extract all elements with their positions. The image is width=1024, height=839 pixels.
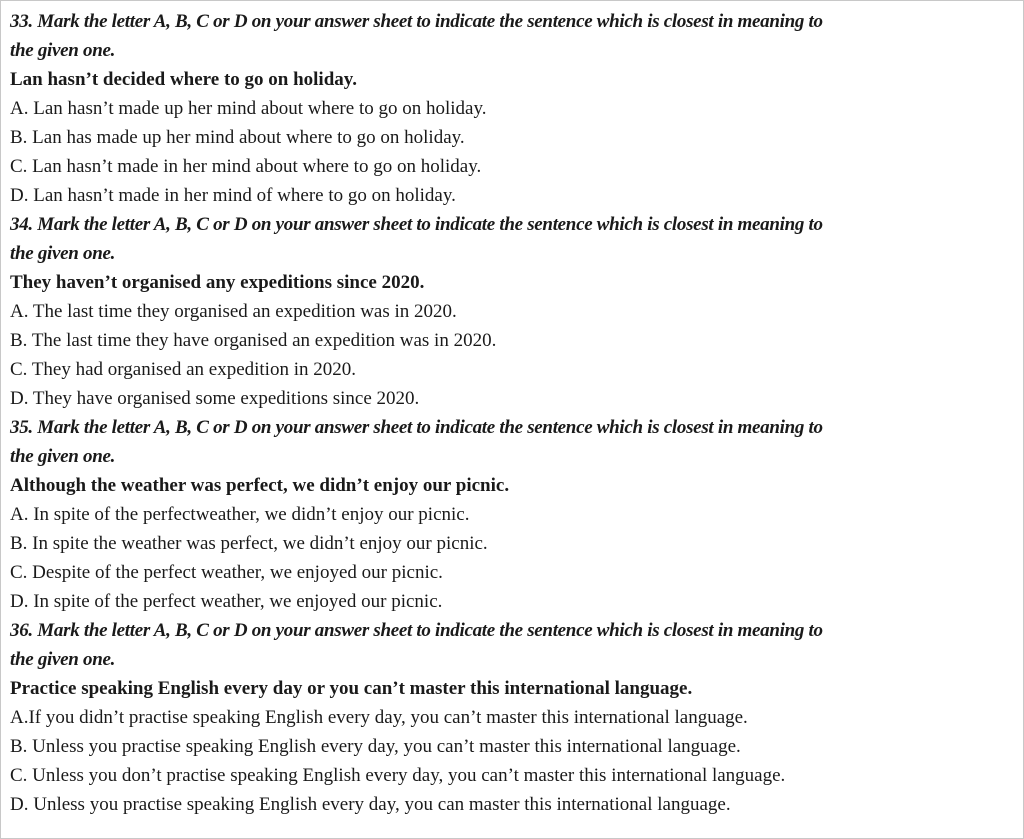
option-c: C. Despite of the perfect weather, we enjoyed our picnic. bbox=[10, 562, 443, 583]
option-d: D. Lan hasn’t made in her mind of where to go on holiday. bbox=[10, 185, 456, 206]
option-c: C. They had organised an expedition in 2020. bbox=[10, 359, 356, 380]
question-prompt: Although the weather was perfect, we didn’t enjoy our picnic. bbox=[10, 475, 510, 496]
question-instruction: 33. Mark the letter A, B, C or D on your answer sheet to indicate the sentence which is closest in meaning to bbox=[10, 11, 823, 32]
option-b: B. In spite the weather was perfect, we didn’t enjoy our picnic. bbox=[10, 533, 488, 554]
question-instruction: 35. Mark the letter A, B, C or D on your answer sheet to indicate the sentence which is closest in meaning to bbox=[10, 417, 823, 438]
question-prompt: Practice speaking English every day or you can’t master this international language. bbox=[10, 678, 693, 699]
option-d: D. In spite of the perfect weather, we enjoyed our picnic. bbox=[10, 591, 443, 612]
option-c: C. Unless you don’t practise speaking English every day, you can’t master this international language. bbox=[10, 765, 786, 786]
question-36 bbox=[10, 616, 1016, 819]
option-b: B. Lan has made up her mind about where to go on holiday. bbox=[10, 127, 465, 148]
question-33 bbox=[10, 7, 1016, 210]
option-a: A. In spite of the perfectweather, we didn’t enjoy our picnic. bbox=[10, 504, 470, 525]
question-35 bbox=[10, 413, 1016, 616]
question-instruction-continued: the given one. bbox=[10, 243, 116, 264]
question-prompt: Lan hasn’t decided where to go on holiday. bbox=[10, 69, 357, 90]
worksheet bbox=[10, 7, 1016, 819]
question-instruction-continued: the given one. bbox=[10, 446, 116, 467]
option-d: D. Unless you practise speaking English every day, you can master this international language. bbox=[10, 794, 731, 815]
question-instruction: 36. Mark the letter A, B, C or D on your answer sheet to indicate the sentence which is closest in meaning to bbox=[10, 620, 823, 641]
question-instruction: 34. Mark the letter A, B, C or D on your answer sheet to indicate the sentence which is closest in meaning to bbox=[10, 214, 823, 235]
option-a: A. Lan hasn’t made up her mind about where to go on holiday. bbox=[10, 98, 487, 119]
option-a: A.If you didn’t practise speaking English every day, you can’t master this international language. bbox=[10, 707, 748, 728]
option-b: B. Unless you practise speaking English every day, you can’t master this international language. bbox=[10, 736, 741, 757]
question-instruction-continued: the given one. bbox=[10, 40, 116, 61]
question-34 bbox=[10, 210, 1016, 413]
option-b: B. The last time they have organised an expedition was in 2020. bbox=[10, 330, 497, 351]
option-c: C. Lan hasn’t made in her mind about where to go on holiday. bbox=[10, 156, 482, 177]
option-d: D. They have organised some expeditions since 2020. bbox=[10, 388, 420, 409]
question-prompt: They haven’t organised any expeditions since 2020. bbox=[10, 272, 425, 293]
question-instruction-continued: the given one. bbox=[10, 649, 116, 670]
option-a: A. The last time they organised an expedition was in 2020. bbox=[10, 301, 457, 322]
